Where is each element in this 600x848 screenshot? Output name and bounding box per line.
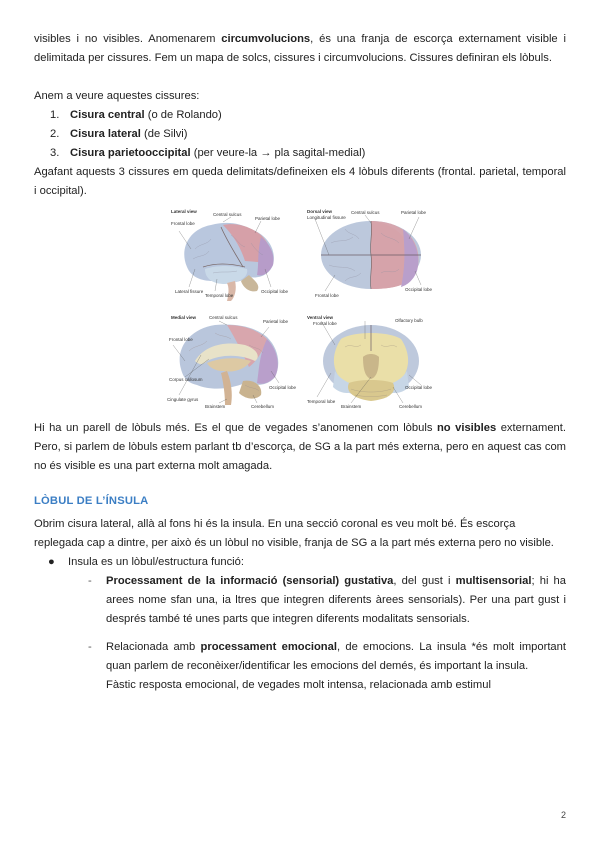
- figure-label: Cingulate gyrus: [167, 397, 199, 402]
- figure-label: Occipital lobe: [405, 385, 433, 390]
- figure-label: Dorsal view: [307, 209, 333, 214]
- bold-term: no visibles: [436, 422, 497, 434]
- list-item: 1. Cisura central (o de Rolando): [50, 109, 222, 121]
- text-run: externament. Pero, si parlem de lòbuls estem parlant tb d’escorça, de SG a la part més externa, pero en aquest cas com no és visible es una part externa molt amagada.: [34, 422, 566, 472]
- non-visible-lobes-paragraph: [34, 419, 566, 476]
- text-run: Hi ha un parell de lòbuls més. Es el que de vegades s’anomenen com lòbuls: [34, 422, 437, 434]
- figure-label: Medial view: [171, 315, 197, 320]
- figure-label: Brainstem: [205, 404, 226, 409]
- page-number: 2: [560, 810, 566, 820]
- text-run: visibles i no visibles. Anomenarem: [34, 33, 222, 45]
- figure-label: Temporal lobe: [205, 293, 234, 298]
- figure-label: Olfactory bulb: [395, 318, 423, 323]
- figure-label: Longitudinal fissure: [307, 215, 346, 220]
- brain-lobes-figure: [165, 209, 435, 412]
- list-item: 3. Cisura parietooccipital (per veure-la → pla sagital-medial): [50, 147, 366, 159]
- sub-item-text: Processament de la informació (sensorial) gustativa, del gust i multisensorial; hi ha arees nome sfan una, ia ltres que integren diferents àrees sensorials). Per una part gust i després també té unes parts que integren diferents modalitats sensorials.: [106, 575, 567, 625]
- list-item: [34, 553, 566, 572]
- figure-label: Lateral view: [171, 209, 197, 214]
- lobes-paragraph: Agafant aquests 3 cissures em queda delimitats/defineixen els 4 lòbuls diferents (frontal. parietal, temporal i occipital).: [34, 166, 566, 197]
- list-item: [88, 638, 566, 676]
- figure-label: Temporal lobe: [307, 399, 336, 404]
- dorsal-view-image: [305, 209, 435, 305]
- figure-label: Corpus callosum: [169, 377, 203, 382]
- figure-label: Occipital lobe: [405, 287, 433, 292]
- figure-label: Cerebellum: [399, 404, 423, 409]
- dash-icon: -: [88, 641, 92, 653]
- figure-label: Central sulcus: [351, 210, 380, 215]
- medial-view-image: [165, 315, 295, 411]
- figure-label: Lateral fissure: [175, 289, 204, 294]
- figure-label: Central sulcus: [209, 315, 238, 320]
- sub-item-continuation: Fàstic resposta emocional, de vegades molt intensa, relacionada amb estimul: [106, 679, 491, 691]
- section-heading-insula: LÒBUL DE L’ÍNSULA: [34, 495, 149, 507]
- insula-paragraph: Obrim cisura lateral, allà al fons hi és la insula. En una secció coronal es veu molt bé. És escorça replegada cap a dintre, per això és un lòbul no visible, franja de SG a la part més externa pero no visible.: [34, 518, 554, 549]
- figure-label: Frontal lobe: [171, 221, 195, 226]
- figure-label: Occipital lobe: [261, 289, 289, 294]
- document-page: [34, 30, 566, 695]
- figure-label: Cerebellum: [251, 404, 275, 409]
- figure-label: Parietal lobe: [263, 319, 289, 324]
- lateral-view-image: [165, 209, 295, 305]
- list-item: [88, 572, 566, 629]
- cissures-intro: Anem a veure aquestes cissures:: [34, 90, 200, 102]
- figure-label: Occipital lobe: [269, 385, 297, 390]
- figure-label: Parietal lobe: [401, 210, 427, 215]
- figure-label: Central sulcus: [213, 212, 242, 217]
- bullet-icon: ●: [48, 556, 55, 568]
- figure-label: Ventral view: [307, 315, 334, 320]
- intro-paragraph: [34, 30, 566, 68]
- figure-label: Frontal lobe: [315, 293, 339, 298]
- list-item: 2. Cisura lateral (de Silvi): [50, 128, 188, 140]
- ventral-view-image: [305, 315, 435, 411]
- figure-label: Brainstem: [341, 404, 362, 409]
- figure-label: Parietal lobe: [255, 216, 281, 221]
- figure-label: Frontal lobe: [313, 321, 337, 326]
- fissure-list: [34, 106, 566, 163]
- figure-label: Frontal lobe: [169, 337, 193, 342]
- dash-icon: -: [88, 575, 92, 587]
- sub-item-text: Relacionada amb processament emocional, de emocions. La insula *és molt important quan parlem de reconèixer/identificar les emocions del demés, és important la insula.: [106, 641, 566, 672]
- bullet-text: Insula es un lòbul/estructura funció:: [68, 556, 244, 568]
- bold-term: circumvolucions: [221, 33, 311, 45]
- text-run: , és una franja de escorça externament visible i delimitada per cissures. Fem un mapa de solcs, cissures i circumvolucions. Cissures definiran els lòbuls.: [34, 33, 566, 64]
